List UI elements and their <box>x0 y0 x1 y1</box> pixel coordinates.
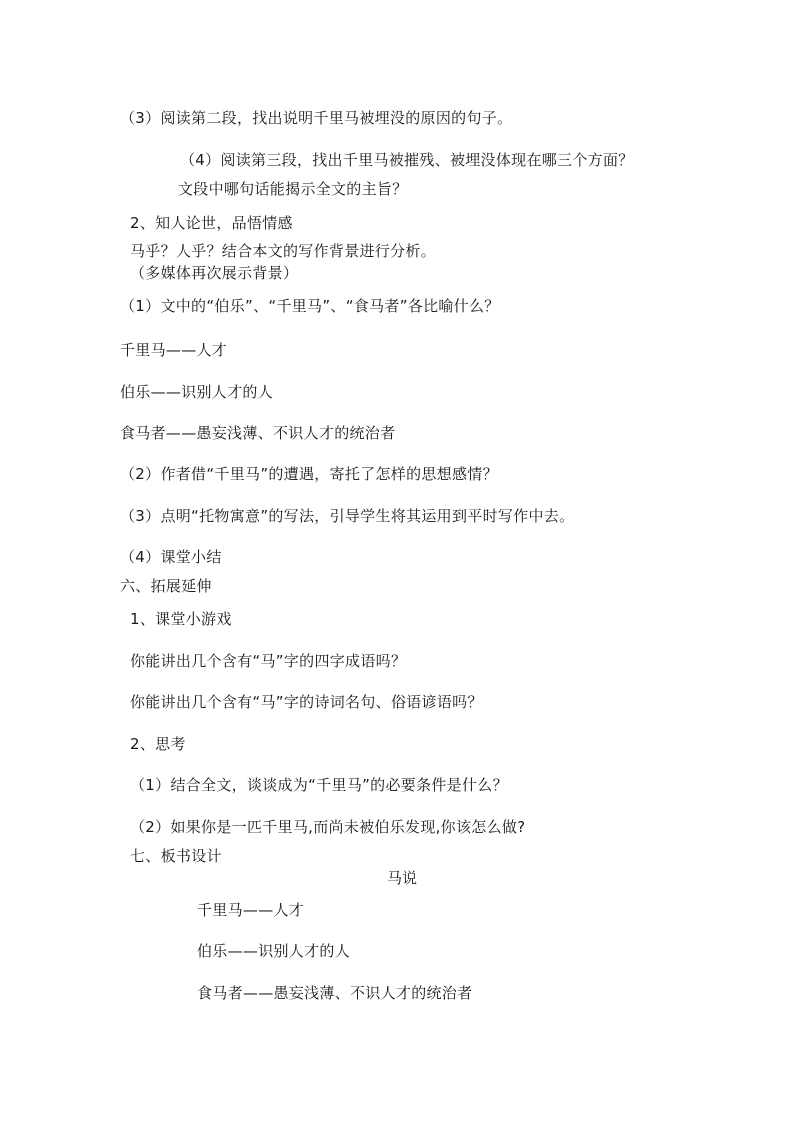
section-7-heading: 七、板书设计 <box>130 847 222 865</box>
metaphor-question: （1）文中的“伯乐”、“千里马”、“食马者”各比喻什么？ <box>120 297 500 315</box>
question-4-continued: 文段中哪句话能揭示全文的主旨？ <box>178 180 408 198</box>
board-item-qianlima: 千里马——人才 <box>197 901 305 919</box>
board-item-bole: 伯乐——识别人才的人 <box>197 942 351 960</box>
question-3-writing-method: （3）点明“托物寓意”的写法，引导学生将其运用到平时写作中去。 <box>120 507 575 525</box>
thinking-question-1: （1）结合全文，谈谈成为“千里马”的必要条件是什么？ <box>130 776 508 794</box>
thinking-heading: 2、思考 <box>130 735 186 753</box>
question-4-summary: （4）课堂小结 <box>120 548 222 566</box>
section-6-heading: 六、拓展延伸 <box>120 577 212 595</box>
game-question-poems: 你能讲出几个含有“马”字的诗词名句、俗语谚语吗？ <box>130 693 483 711</box>
background-question: 马乎？人乎？结合本文的写作背景进行分析。 <box>130 242 437 260</box>
answer-shimazhe: 食马者——愚妄浅薄、不识人才的统治者 <box>120 424 396 442</box>
section-2-heading: 2、知人论世，品悟情感 <box>130 214 293 232</box>
multimedia-note: （多媒体再次展示背景） <box>130 264 299 282</box>
answer-qianlima: 千里马——人才 <box>120 341 228 359</box>
game-heading: 1、课堂小游戏 <box>130 610 232 628</box>
board-title: 马说 <box>386 869 417 887</box>
question-4-paragraph-3: （4）阅读第三段，找出千里马被摧残、被埋没体现在哪三个方面？ <box>180 151 634 169</box>
answer-bole: 伯乐——识别人才的人 <box>120 383 274 401</box>
question-2-emotion: （2）作者借“千里马”的遭遇，寄托了怎样的思想感情？ <box>120 465 498 483</box>
board-item-shimazhe: 食马者——愚妄浅薄、不识人才的统治者 <box>197 984 473 1002</box>
question-3-paragraph-2: （3）阅读第二段，找出说明千里马被埋没的原因的句子。 <box>120 109 513 127</box>
thinking-question-2: （2）如果你是一匹千里马,而尚未被伯乐发现,你该怎么做? <box>130 818 526 836</box>
game-question-idioms: 你能讲出几个含有“马”字的四字成语吗？ <box>130 652 407 670</box>
